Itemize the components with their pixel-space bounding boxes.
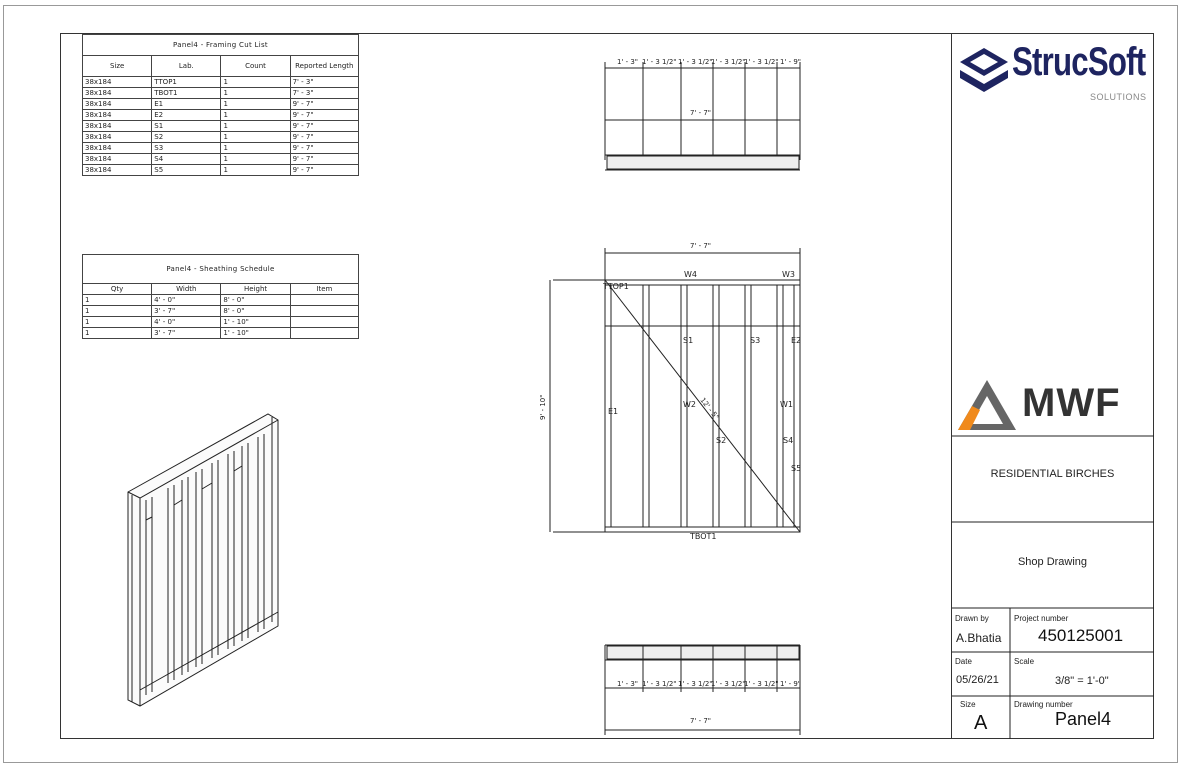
table-cell: 1' - 10" xyxy=(221,328,290,339)
table-cell: 1 xyxy=(83,328,152,339)
table-cell: 9' - 7" xyxy=(290,143,358,154)
table-cell: TTOP1 xyxy=(152,77,221,88)
table-cell: 38x184 xyxy=(83,88,152,99)
table-cell: 1 xyxy=(221,77,290,88)
table-cell: 38x184 xyxy=(83,165,152,176)
col-width: Width xyxy=(152,284,221,295)
table-cell: 38x184 xyxy=(83,99,152,110)
label-e2: E2 xyxy=(791,336,802,345)
label-e1: E1 xyxy=(608,407,619,416)
label-s3: S3 xyxy=(750,336,761,345)
label-s5: S5 xyxy=(791,464,802,473)
isometric-panel xyxy=(128,414,278,706)
table-cell: 38x184 xyxy=(83,121,152,132)
size-value: A xyxy=(974,712,988,734)
top-dim-5: 1' - 3 1/2" xyxy=(744,58,779,66)
table-cell: 1 xyxy=(83,295,152,306)
col-lab: Lab. xyxy=(152,56,221,77)
table-cell: 38x184 xyxy=(83,143,152,154)
table-cell: 38x184 xyxy=(83,154,152,165)
bottom-dim-5: 1' - 3 1/2" xyxy=(744,680,779,688)
bottom-dim-2: 1' - 3 1/2" xyxy=(642,680,677,688)
col-height: Height xyxy=(221,284,290,295)
top-dim-2: 1' - 3 1/2" xyxy=(642,58,677,66)
table-cell: S2 xyxy=(152,132,221,143)
col-length: Reported Length xyxy=(290,56,358,77)
table-cell: 9' - 7" xyxy=(290,110,358,121)
label-w2: W2 xyxy=(683,400,696,409)
bottom-dim-4: 1' - 3 1/2" xyxy=(711,680,746,688)
strucsoft-logo-sub: SOLUTIONS xyxy=(1090,92,1147,102)
table-cell: 8' - 0" xyxy=(221,295,290,306)
table-cell: 1 xyxy=(221,88,290,99)
bottom-dim-1: 1' - 3" xyxy=(617,680,639,688)
table-cell: E2 xyxy=(152,110,221,121)
table-cell: 3' - 7" xyxy=(152,306,221,317)
elev-height: 9' - 10" xyxy=(539,394,547,420)
table-cell: E1 xyxy=(152,99,221,110)
top-overall-width: 7' - 7" xyxy=(690,109,712,117)
table-cell: 9' - 7" xyxy=(290,121,358,132)
table-cell: 1 xyxy=(221,154,290,165)
table-cell: 9' - 7" xyxy=(290,165,358,176)
top-dim-3: 1' - 3 1/2" xyxy=(678,58,713,66)
bottom-overall-width: 7' - 7" xyxy=(690,717,712,725)
label-w1: W1 xyxy=(780,400,793,409)
label-tbot1: TBOT1 xyxy=(690,532,717,541)
label-s4: S4 xyxy=(783,436,794,445)
top-dim-6: 1' - 9" xyxy=(780,58,802,66)
table-cell: 1 xyxy=(83,317,152,328)
drawing-number-value: Panel4 xyxy=(1055,709,1112,729)
elev-overall-width: 7' - 7" xyxy=(690,242,712,250)
table-cell: 1 xyxy=(221,143,290,154)
table-cell: S1 xyxy=(152,121,221,132)
project-number-value: 450125001 xyxy=(1038,626,1124,645)
col-size: Size xyxy=(83,56,152,77)
table-cell: 7' - 3" xyxy=(290,88,358,99)
table-cell: 4' - 0" xyxy=(152,295,221,306)
label-ttop1: TTOP1 xyxy=(603,282,629,291)
table-cell: 9' - 7" xyxy=(290,154,358,165)
sheet-name: Shop Drawing xyxy=(1017,556,1088,568)
strucsoft-logo-text: StrucSoft xyxy=(1012,40,1146,84)
table-cell: 1 xyxy=(221,110,290,121)
col-qty: Qty xyxy=(83,284,152,295)
table-cell: 4' - 0" xyxy=(152,317,221,328)
scale-label: Scale xyxy=(1014,657,1035,666)
table-cell: 38x184 xyxy=(83,77,152,88)
table-cell: S4 xyxy=(152,154,221,165)
drawing-number-label: Drawing number xyxy=(1014,700,1073,709)
bottom-dim-6: 1' - 9" xyxy=(780,680,802,688)
date-value: 05/26/21 xyxy=(956,674,999,686)
label-w3: W3 xyxy=(782,270,795,279)
table-cell: 1 xyxy=(221,132,290,143)
table-cell: 1 xyxy=(221,99,290,110)
table-cell: 7' - 3" xyxy=(290,77,358,88)
date-label: Date xyxy=(955,657,972,666)
elevation-view xyxy=(550,248,800,532)
drawn-by-label: Drawn by xyxy=(955,614,989,623)
table-cell: 38x184 xyxy=(83,132,152,143)
table-cell: 3' - 7" xyxy=(152,328,221,339)
label-w4: W4 xyxy=(684,270,697,279)
table-cell: 8' - 0" xyxy=(221,306,290,317)
table-cell: S5 xyxy=(152,165,221,176)
bottom-dim-3: 1' - 3 1/2" xyxy=(678,680,713,688)
size-label: Size xyxy=(960,700,976,709)
label-s1: S1 xyxy=(683,336,694,345)
project-number-label: Project number xyxy=(1014,614,1069,623)
table-cell: 38x184 xyxy=(83,110,152,121)
label-s2: S2 xyxy=(716,436,727,445)
col-item: Item xyxy=(290,284,358,295)
col-count: Count xyxy=(221,56,290,77)
table-cell: 1 xyxy=(221,165,290,176)
table-cell: 9' - 7" xyxy=(290,99,358,110)
table-cell: 1 xyxy=(221,121,290,132)
mwf-logo-text: MWF xyxy=(1022,381,1121,425)
top-dim-1: 1' - 3" xyxy=(617,58,639,66)
elev-diagonal: 12' - 5" xyxy=(698,396,721,422)
title-block xyxy=(951,33,1155,739)
table-cell: TBOT1 xyxy=(152,88,221,99)
top-dim-4: 1' - 3 1/2" xyxy=(711,58,746,66)
table-cell: 1' - 10" xyxy=(221,317,290,328)
table-cell: S3 xyxy=(152,143,221,154)
sheathing-schedule-title: Panel4 - Sheathing Schedule xyxy=(83,255,359,284)
project-name: RESIDENTIAL BIRCHES xyxy=(990,468,1115,480)
framing-cut-list-title: Panel4 - Framing Cut List xyxy=(83,35,359,56)
drawn-by-value: A.Bhatia xyxy=(956,631,1002,645)
scale-value: 3/8" = 1'-0" xyxy=(1055,675,1109,687)
table-cell: 9' - 7" xyxy=(290,132,358,143)
table-cell: 1 xyxy=(83,306,152,317)
